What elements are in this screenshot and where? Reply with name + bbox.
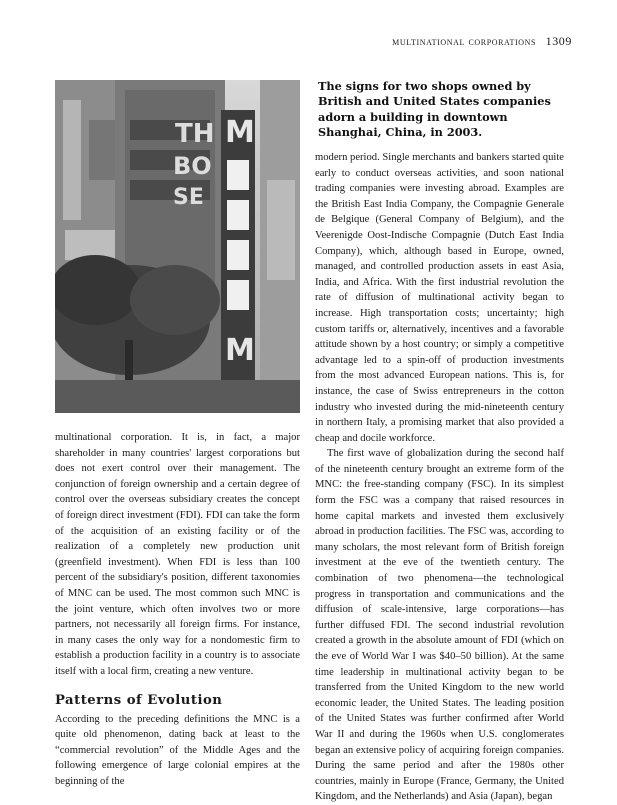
svg-text:TH: TH bbox=[175, 119, 215, 149]
body-paragraph: modern period. Single merchants and bankers started quite early to conduct overseas activities, and soon national trading companies were investing abroad. Examples are the British East India Company, the Compagnie Generale de Belgique (General Company of Belgium), and the Veerenigde Oost-Indische Compagnie (Dutch East India Company), which, although based in Europe, owned, managed, and controlled production assets in east Asia, India, and Africa. With the first industrial revolution the rate of diffusion of multinational activity began to increase. High transportation costs; uncertainty; high custom tariffs or, alternatively, incentives and a favorable attitude shown by a host country; or simply a competitive advantage led to a spin-off of production investments from the most advanced European nations. This is, for instance, the case of Swiss entrepreneurs in the cotton industry who invested during the mid-nineteenth century in northern Italy, a promising market that also provided a cheap and docile workforce. bbox=[315, 152, 564, 444]
section-heading: Patterns of Evolution bbox=[55, 692, 223, 708]
body-paragraph: multinational corporation. It is, in fact, a major shareholder in many countries' largest corporations but does not exert control over their management. The conjunction of foreign ownership and a certain degree of control over the overseas subsidiary creates the concept of foreign direct investment (FDI). FDI can take the form of the acquisition of an existing facility or of the realization of a completely new production unit (greenfield investment). When FDI is less than 100 percent of the subsidiary's position, different taxonomies of MNC can be used. The most common such MNC is the joint venture, which often involves two or more partners, not necessarily all foreign firms. For instance, in many cases the only way for a nondomestic firm to establish a production facility in a country is to associate itself with a local firm, creating a new venture. bbox=[55, 432, 300, 677]
running-head bbox=[392, 34, 572, 49]
body-paragraph: The first wave of globalization during the second half of the nineteenth century brought an extreme form of the MNC: the free-standing company (FSC). In its simplest form the FSC was a company that raised resources in home capital markets and invested them exclusively abroad in production facilities. The FSC was, according to many scholars, the most relevant form of British foreign investment at the eve of the twentieth century. The combination of two phenomena—the technological progress in transportation and communications and the diffusion of scale-intensive, large corporations—has further diffused FDI. The second industrial revolution created a growth in the absolute amount of FDI (which on the eve of World War I was $40–50 billion). At the same time leadership in multinational activity began to be transferred from the United Kingdom to the new world economic leader, the United States. The leading position of the United States was further confirmed after World War II and during the 1960s when U.S. conglomerates began an extensive policy of acquiring foreign companies. During the same period and after the 1980s other countries, mainly in Europe (France, Germany, the United Kingdom, and the Netherlands) and Asia (Japan), began bbox=[315, 448, 564, 803]
body-paragraph: According to the preceding definitions the MNC is a quite old phenomenon, dating back at least to the “commercial revolution” of the Middle Ages and the following emergence of large colonial empires at the beginning of the bbox=[55, 713, 300, 787]
page-number: 1309 bbox=[545, 34, 572, 48]
sign-m-bottom: M bbox=[225, 333, 255, 368]
photo-caption: The signs for two shops owned by British and United States companies adorn a building in downtown Shanghai, China, in 2003. bbox=[318, 79, 551, 139]
svg-text:SE: SE bbox=[173, 185, 204, 210]
photo-storefronts-icon bbox=[55, 80, 300, 413]
running-head-title: multinational corporations bbox=[392, 36, 537, 48]
svg-text:BO: BO bbox=[173, 152, 212, 180]
right-column bbox=[315, 150, 564, 805]
photo-storefronts bbox=[55, 80, 300, 413]
left-column bbox=[55, 430, 300, 789]
sign-m-top: M bbox=[225, 115, 255, 150]
